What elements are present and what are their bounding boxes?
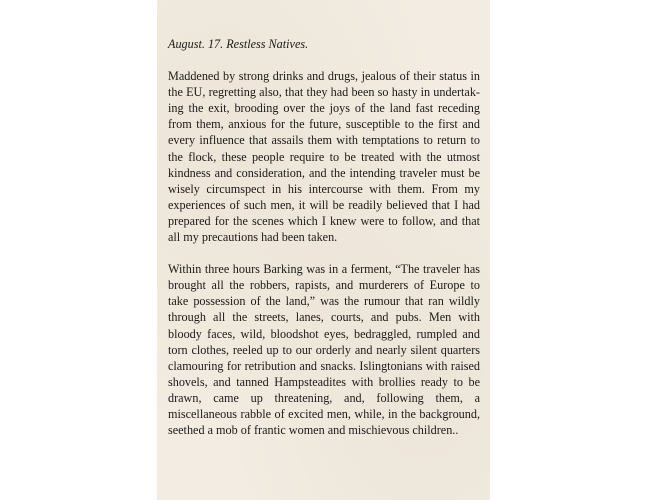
text-block (168, 36, 480, 438)
paragraph-1: Maddened by strong drinks and drugs, jealous of their status in the EU, regretting also, that they had been so hasty in undertak-ing the exit, brooding over the joys of the land fast receding from them, anxious for the future, susceptible to the first and every influence that assails them with temptations to return to the flock, these people require to be treated with the utmost kindness and consideration, and the intending traveler must be wisely circumspect in his intercourse with them. From my experiences of such men, it will be readily believed that I had prepared for the scenes which I knew were to follow, and that all my precautions had been taken. (168, 69, 480, 245)
paragraph-2: Within three hours Barking was in a ferment, “The traveler has brought all the robbers, rapists, and murderers of Europe to take possession of the land,” was the rumour that ran wildly through all the streets, lanes, courts, and pubs. Men with bloody faces, wild, bloodshot eyes, bedraggled, rumpled and torn clothes, reeled up to our orderly and nearly silent quarters clamouring for retribution and snacks. Islingtonians with raised shovels, and tanned Hampsteadites with brollies ready to be drawn, came up threatening, and, following them, a miscellaneous rabble of excited men, while, in the background, seethed a mob of frantic women and mischievous children.. (168, 262, 480, 438)
document-page (157, 0, 490, 500)
entry-heading: August. 17. Restless Natives. (168, 37, 309, 51)
